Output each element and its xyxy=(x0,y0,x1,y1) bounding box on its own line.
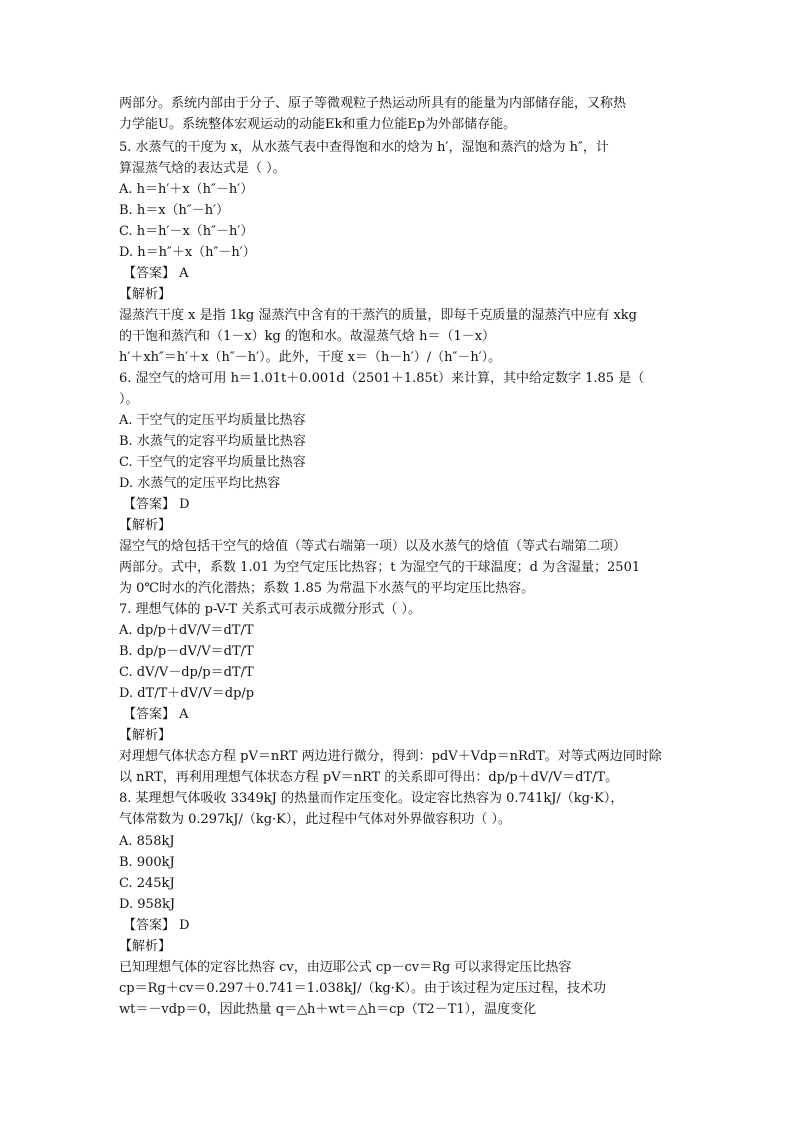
analysis-label: 【解析】 xyxy=(119,518,172,533)
text-line: 对理想气体状态方程 pV＝nRT 两边进行微分，得到：pdV＋Vdp＝nRdT。对等式两边同时除 xyxy=(119,749,662,764)
option-a: A. 858kJ xyxy=(119,834,175,849)
answer-label: 【答案】 A xyxy=(123,707,189,722)
option-c: C. h＝h′－x（h″－h′） xyxy=(119,224,254,239)
option-b: B. 900kJ xyxy=(119,855,175,870)
option-b: B. dp/p－dV/V＝dT/T xyxy=(119,644,254,659)
option-b: B. h＝x（h″－h′） xyxy=(119,203,230,218)
option-d: D. 水蒸气的定压平均比热容 xyxy=(119,476,281,491)
text-line: 力学能U。系统整体宏观运动的动能Ek和重力位能Ep为外部储存能。 xyxy=(119,117,517,132)
analysis-label: 【解析】 xyxy=(119,728,172,743)
text-line: 为 0℃时水的汽化潜热；系数 1.85 为常温下水蒸气的平均定压比热容。 xyxy=(119,581,535,596)
option-d: D. h＝h″＋x（h″－h′） xyxy=(119,245,256,260)
answer-label: 【答案】 A xyxy=(123,266,189,281)
option-c: C. 245kJ xyxy=(119,876,175,891)
analysis-label: 【解析】 xyxy=(119,287,172,302)
text-line: 两部分。式中，系数 1.01 为空气定压比热容；t 为湿空气的干球温度；d 为含湿量；2501 xyxy=(119,560,641,575)
option-a: A. dp/p＋dV/V＝dT/T xyxy=(119,623,254,638)
text-line: 算湿蒸气焓的表达式是（ ）。 xyxy=(119,161,286,176)
text-line: h′＋xh″＝h′＋x（h″－h′）。此外，干度 x＝（h－h′）/（h″－h′）。 xyxy=(119,350,502,365)
text-line: ）。 xyxy=(119,392,139,407)
text-line: 湿蒸汽干度 x 是指 1kg 湿蒸汽中含有的干蒸汽的质量，即每千克质量的湿蒸汽中应有 xkg xyxy=(119,308,637,323)
text-line: 湿空气的焓包括干空气的焓值（等式右端第一项）以及水蒸气的焓值（等式右端第二项） xyxy=(119,539,627,554)
text-line: wt＝－vdp＝0，因此热量 q＝△h＋wt＝△h＝cp（T2－T1），温度变化 xyxy=(119,1002,537,1017)
question-5: 5. 水蒸气的干度为 x，从水蒸气表中查得饱和水的焓为 h′，湿饱和蒸汽的焓为 h″，计 xyxy=(119,140,609,155)
question-8: 8. 某理想气体吸收 3349kJ 的热量而作定压变化。设定容比热容为 0.741kJ/（kg·K）， xyxy=(119,791,624,806)
text-line: 已知理想气体的定容比热容 cv，由迈耶公式 cp－cv＝Rg 可以求得定压比热容 xyxy=(119,960,572,975)
question-6: 6. 湿空气的焓可用 h＝1.01t＋0.001d（2501＋1.85t）来计算，其中给定数字 1.85 是（ xyxy=(119,371,645,386)
text-line: cp＝Rg＋cv＝0.297＋0.741＝1.038kJ/（kg·K）。由于该过程为定压过程，技术功 xyxy=(119,981,606,996)
option-a: A. 干空气的定压平均质量比热容 xyxy=(119,413,306,428)
option-c: C. 干空气的定容平均质量比热容 xyxy=(119,455,306,470)
question-7: 7. 理想气体的 p-V-T 关系式可表示成微分形式（ ）。 xyxy=(119,602,421,617)
text-line: 的干饱和蒸汽和（1－x）kg 的饱和水。故湿蒸气焓 h＝（1－x） xyxy=(119,329,496,344)
option-c: C. dV/V－dp/p＝dT/T xyxy=(119,665,254,680)
text-line: 两部分。系统内部由于分子、原子等微观粒子热运动所具有的能量为内部储存能，又称热 xyxy=(119,96,627,111)
analysis-label: 【解析】 xyxy=(119,939,172,954)
option-d: D. 958kJ xyxy=(119,897,176,912)
text-line: 以 nRT，再利用理想气体状态方程 pV＝nRT 的关系即可得出：dp/p＋dV/V＝dT/T。 xyxy=(119,770,619,785)
option-b: B. 水蒸气的定容平均质量比热容 xyxy=(119,434,306,449)
option-d: D. dT/T＋dV/V＝dp/p xyxy=(119,686,255,701)
answer-label: 【答案】 D xyxy=(123,918,190,933)
option-a: A. h＝h′＋x（h″－h′） xyxy=(119,182,254,197)
text-line: 气体常数为 0.297kJ/（kg·K），此过程中气体对外界做容积功（ ）。 xyxy=(119,812,511,827)
answer-label: 【答案】 D xyxy=(123,497,190,512)
